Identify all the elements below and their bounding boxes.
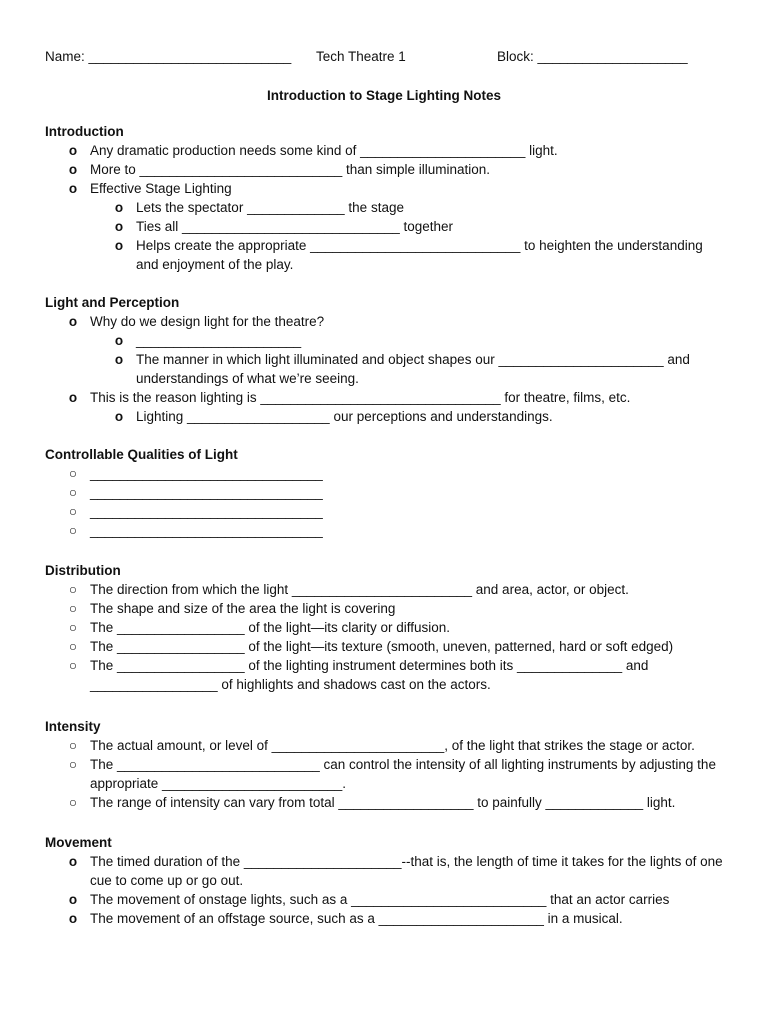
list-item: o Any dramatic production needs some kind of ______________________ light. bbox=[68, 143, 558, 158]
list-item: ○ _______________________________ bbox=[68, 523, 323, 538]
worksheet-header bbox=[45, 47, 725, 67]
list-item: ○ The _________________ of the light—its texture (smooth, uneven, patterned, hard or soft edged) bbox=[68, 639, 674, 654]
section-movement bbox=[45, 833, 735, 928]
bullet-icon: o bbox=[68, 143, 78, 158]
circle-bullet-icon: ○ bbox=[68, 738, 78, 753]
section-introduction bbox=[45, 122, 735, 274]
list-item: o Why do we design light for the theatre? bbox=[68, 314, 325, 329]
section-heading: Intensity bbox=[45, 719, 101, 734]
list-item: o The manner in which light illuminated and object shapes our ______________________ and understandings of what we’re seeing. bbox=[114, 352, 690, 386]
list-item: ○ The shape and size of the area the light is covering bbox=[68, 601, 396, 616]
list-item: ○ _______________________________ bbox=[68, 466, 323, 481]
circle-bullet-icon: ○ bbox=[68, 466, 78, 481]
course-name: Tech Theatre 1 bbox=[316, 49, 406, 64]
section-controllable-qualities bbox=[45, 445, 735, 540]
section-intensity bbox=[45, 717, 735, 812]
list-item: o Effective Stage Lighting bbox=[68, 181, 232, 196]
name-field-label: Name: ___________________________ bbox=[45, 49, 292, 64]
section-heading: Movement bbox=[45, 835, 112, 850]
bullet-icon: o bbox=[68, 162, 78, 177]
section-heading: Distribution bbox=[45, 563, 121, 578]
bullet-icon: o bbox=[114, 219, 124, 234]
list-item: ○ _______________________________ bbox=[68, 485, 323, 500]
list-item: o Ties all _____________________________ together bbox=[114, 219, 454, 234]
circle-bullet-icon: ○ bbox=[68, 620, 78, 635]
bullet-icon: o bbox=[114, 409, 124, 424]
bullet-icon: o bbox=[114, 238, 124, 253]
bullet-icon: o bbox=[68, 892, 78, 907]
circle-bullet-icon: ○ bbox=[68, 639, 78, 654]
list-item: o The movement of an offstage source, such as a ______________________ in a musical. bbox=[68, 911, 623, 926]
circle-bullet-icon: ○ bbox=[68, 601, 78, 616]
list-item: ○ The _________________ of the lighting instrument determines both its ______________ and _________________ of highlights and shadows cast on the actors. bbox=[68, 658, 649, 692]
bullet-icon: o bbox=[68, 911, 78, 926]
list-item: o Lets the spectator _____________ the stage bbox=[114, 200, 404, 215]
section-heading: Controllable Qualities of Light bbox=[45, 447, 238, 462]
list-item: o Helps create the appropriate ____________________________ to heighten the understanding and enjoyment of the play. bbox=[114, 238, 703, 272]
bullet-icon: o bbox=[114, 200, 124, 215]
section-heading: Introduction bbox=[45, 124, 124, 139]
list-item: o The movement of onstage lights, such as a __________________________ that an actor carries bbox=[68, 892, 670, 907]
circle-bullet-icon: ○ bbox=[68, 523, 78, 538]
list-item: ○ _______________________________ bbox=[68, 504, 323, 519]
circle-bullet-icon: ○ bbox=[68, 795, 78, 810]
list-item: o Lighting ___________________ our perceptions and understandings. bbox=[114, 409, 553, 424]
circle-bullet-icon: ○ bbox=[68, 485, 78, 500]
circle-bullet-icon: ○ bbox=[68, 504, 78, 519]
list-item: ○ The actual amount, or level of _______________________, of the light that strikes the stage or actor. bbox=[68, 738, 695, 753]
section-heading: Light and Perception bbox=[45, 295, 180, 310]
list-item: o ______________________ bbox=[114, 333, 302, 348]
circle-bullet-icon: ○ bbox=[68, 658, 78, 673]
section-distribution bbox=[45, 561, 735, 694]
section-light-perception bbox=[45, 293, 735, 426]
bullet-icon: o bbox=[68, 854, 78, 869]
list-item: ○ The ___________________________ can control the intensity of all lighting instruments by adjusting the appropriate ________________________. bbox=[68, 757, 716, 791]
list-item: o The timed duration of the _____________________--that is, the length of time it takes for the lights of one cue to come up or go out. bbox=[68, 854, 723, 888]
list-item: ○ The range of intensity can vary from total __________________ to painfully _____________ light. bbox=[68, 795, 676, 810]
list-item: o More to ___________________________ than simple illumination. bbox=[68, 162, 491, 177]
bullet-icon: o bbox=[114, 352, 124, 367]
list-item: ○ The _________________ of the light—its clarity or diffusion. bbox=[68, 620, 450, 635]
block-field-label: Block: ____________________ bbox=[497, 49, 688, 64]
list-item: o This is the reason lighting is ________________________________ for theatre, films, etc. bbox=[68, 390, 631, 405]
list-item: ○ The direction from which the light ________________________ and area, actor, or object. bbox=[68, 582, 629, 597]
page-title: Introduction to Stage Lighting Notes bbox=[267, 88, 501, 103]
bullet-icon: o bbox=[68, 390, 78, 405]
bullet-icon: o bbox=[114, 333, 124, 348]
bullet-icon: o bbox=[68, 181, 78, 196]
circle-bullet-icon: ○ bbox=[68, 757, 78, 772]
circle-bullet-icon: ○ bbox=[68, 582, 78, 597]
bullet-icon: o bbox=[68, 314, 78, 329]
